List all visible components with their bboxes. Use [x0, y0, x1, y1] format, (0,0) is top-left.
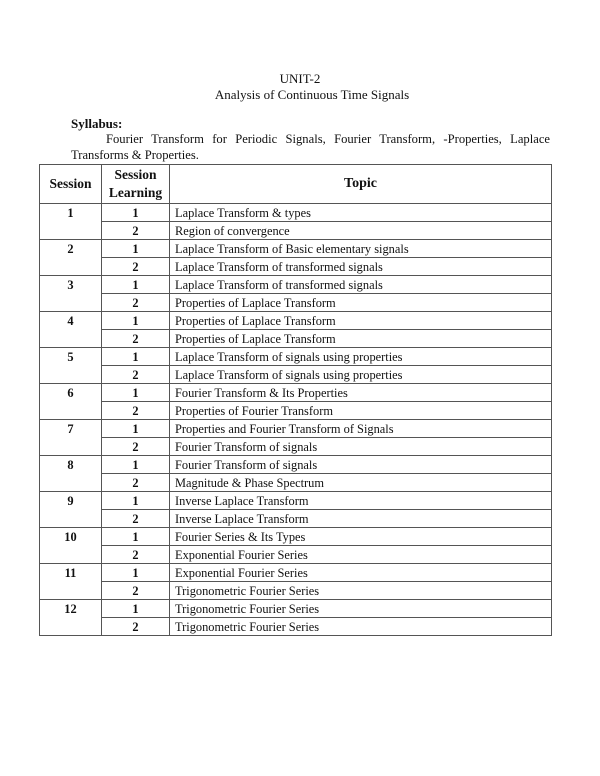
session-learning-number: 2 [102, 582, 170, 600]
table-row [40, 438, 552, 456]
table-row [40, 276, 552, 294]
topic-cell: Trigonometric Fourier Series [170, 600, 552, 618]
topic-cell: Exponential Fourier Series [170, 564, 552, 582]
session-number: 10 [40, 528, 102, 564]
session-learning-number: 1 [102, 204, 170, 222]
session-number: 4 [40, 312, 102, 348]
table-row [40, 420, 552, 438]
session-learning-number: 1 [102, 240, 170, 258]
session-learning-number: 2 [102, 294, 170, 312]
session-learning-number: 2 [102, 330, 170, 348]
session-number: 2 [40, 240, 102, 276]
session-learning-number: 2 [102, 546, 170, 564]
session-number: 12 [40, 600, 102, 636]
table-row [40, 546, 552, 564]
session-number: 9 [40, 492, 102, 528]
table-row [40, 348, 552, 366]
table-row [40, 510, 552, 528]
table-row [40, 330, 552, 348]
table-row [40, 618, 552, 636]
table-row [40, 384, 552, 402]
unit-heading: UNIT-2 [279, 71, 321, 86]
session-learning-number: 1 [102, 492, 170, 510]
session-learning-number: 1 [102, 276, 170, 294]
topic-cell: Laplace Transform of signals using properties [170, 348, 552, 366]
topic-cell: Trigonometric Fourier Series [170, 582, 552, 600]
topic-cell: Fourier Transform & Its Properties [170, 384, 552, 402]
session-number: 6 [40, 384, 102, 420]
table-row [40, 600, 552, 618]
table-body [40, 204, 552, 636]
syllabus-text: Fourier Transform for Periodic Signals, Fourier Transform, -Properties, Laplace Transforms & Properties. [71, 132, 550, 162]
table-row [40, 204, 552, 222]
syllabus-label: Syllabus: [71, 116, 123, 131]
topic-cell: Laplace Transform of signals using properties [170, 366, 552, 384]
session-learning-number: 1 [102, 528, 170, 546]
topic-cell: Laplace Transform of transformed signals [170, 258, 552, 276]
session-learning-number: 1 [102, 456, 170, 474]
session-learning-number: 1 [102, 312, 170, 330]
topic-cell: Laplace Transform & types [170, 204, 552, 222]
session-learning-number: 2 [102, 510, 170, 528]
table-row [40, 564, 552, 582]
table-row [40, 474, 552, 492]
session-number: 3 [40, 276, 102, 312]
session-number: 11 [40, 564, 102, 600]
session-learning-number: 1 [102, 384, 170, 402]
session-number: 8 [40, 456, 102, 492]
topic-cell: Fourier Transform of signals [170, 438, 552, 456]
table-row [40, 366, 552, 384]
session-number: 7 [40, 420, 102, 456]
header-topic: Topic [170, 165, 552, 204]
table-row [40, 312, 552, 330]
topic-cell: Properties of Laplace Transform [170, 294, 552, 312]
session-learning-number: 2 [102, 366, 170, 384]
topic-cell: Laplace Transform of transformed signals [170, 276, 552, 294]
session-learning-number: 1 [102, 564, 170, 582]
session-number: 5 [40, 348, 102, 384]
table-header-row [40, 165, 552, 204]
session-learning-number: 2 [102, 438, 170, 456]
table-row [40, 456, 552, 474]
table-row [40, 582, 552, 600]
topic-cell: Inverse Laplace Transform [170, 510, 552, 528]
topic-cell: Properties and Fourier Transform of Signals [170, 420, 552, 438]
topic-cell: Region of convergence [170, 222, 552, 240]
session-learning-number: 1 [102, 420, 170, 438]
table-row [40, 492, 552, 510]
topic-cell: Properties of Fourier Transform [170, 402, 552, 420]
session-learning-number: 2 [102, 402, 170, 420]
topic-cell: Fourier Transform of signals [170, 456, 552, 474]
session-learning-number: 1 [102, 600, 170, 618]
session-learning-number: 1 [102, 348, 170, 366]
header-session-learning: Session Learning [102, 165, 170, 204]
session-learning-number: 2 [102, 474, 170, 492]
table-row [40, 294, 552, 312]
topic-cell: Inverse Laplace Transform [170, 492, 552, 510]
table-row [40, 528, 552, 546]
topic-cell: Laplace Transform of Basic elementary signals [170, 240, 552, 258]
topic-cell: Properties of Laplace Transform [170, 330, 552, 348]
unit-subtitle: Analysis of Continuous Time Signals [214, 87, 410, 102]
header-session: Session [40, 165, 102, 204]
topic-cell: Magnitude & Phase Spectrum [170, 474, 552, 492]
session-number: 1 [40, 204, 102, 240]
session-learning-number: 2 [102, 618, 170, 636]
topic-cell: Fourier Series & Its Types [170, 528, 552, 546]
table-row [40, 258, 552, 276]
session-plan-table [39, 164, 552, 636]
topic-cell: Trigonometric Fourier Series [170, 618, 552, 636]
table-row [40, 240, 552, 258]
topic-cell: Properties of Laplace Transform [170, 312, 552, 330]
session-learning-number: 2 [102, 258, 170, 276]
table-row [40, 222, 552, 240]
topic-cell: Exponential Fourier Series [170, 546, 552, 564]
session-learning-number: 2 [102, 222, 170, 240]
table-row [40, 402, 552, 420]
